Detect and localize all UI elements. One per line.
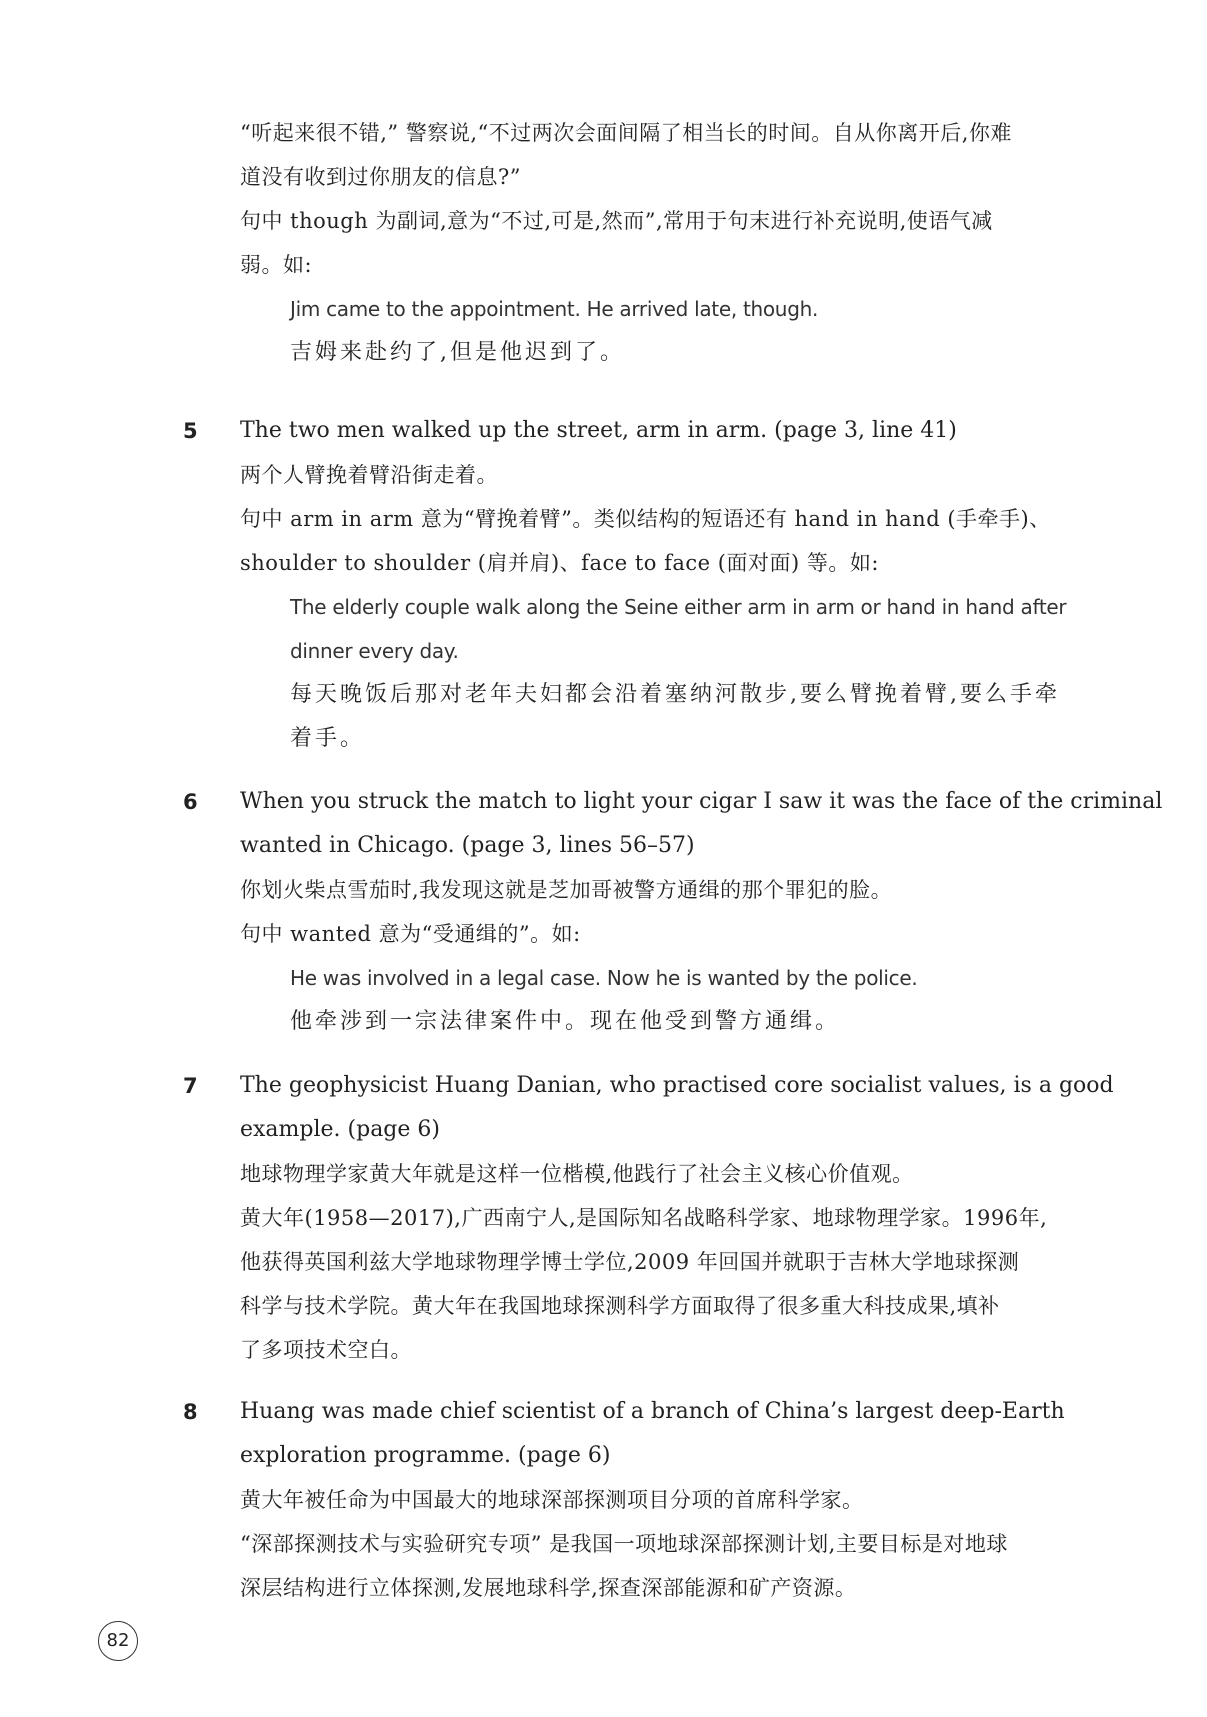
example-english: dinner every day. <box>290 639 459 663</box>
example-chinese: 每天晚饭后那对老年夫妇都会沿着塞纳河散步,要么臂挽着臂,要么手牵 <box>290 682 1060 707</box>
note-item-6 <box>183 780 1163 1044</box>
note-line: 句中 arm in arm 意为“臂挽着臂”。类似结构的短语还有 hand in hand (手牵手)、 <box>240 507 1051 531</box>
sentence-line: The two men walked up the street, arm in arm. (page 3, line 41) <box>240 418 957 443</box>
sentence-line: Huang was made chief scientist of a branch of China’s largest deep-Earth <box>240 1399 1065 1424</box>
translation-line: 两个人臂挽着臂沿街走着。 <box>240 463 498 487</box>
note-line: 深层结构进行立体探测,发展地球科学,探查深部能源和矿产资源。 <box>240 1576 857 1600</box>
note-item-7 <box>183 1064 1114 1372</box>
note-line: 了多项技术空白。 <box>240 1338 412 1362</box>
continued-section <box>240 111 1040 375</box>
quote-line: “听起来很不错,” 警察说,“不过两次会面间隔了相当长的时间。自从你离开后,你难 <box>240 121 1012 145</box>
note-line: 科学与技术学院。黄大年在我国地球探测科学方面取得了很多重大科技成果,填补 <box>240 1294 1000 1318</box>
item-number: 8 <box>183 1400 198 1424</box>
example-english: He was involved in a legal case. Now he is wanted by the police. <box>290 966 918 990</box>
quote-line: 道没有收到过你朋友的信息?” <box>240 165 521 189</box>
page-number: 82 <box>98 1621 138 1661</box>
note-line: 黄大年(1958—2017),广西南宁人,是国际知名战略科学家、地球物理学家。1996年, <box>240 1206 1048 1230</box>
example-block <box>240 287 1040 375</box>
sentence-line: example. (page 6) <box>240 1117 440 1142</box>
note-line: 句中 wanted 意为“受通缉的”。如: <box>240 922 581 946</box>
note-line: 他获得英国利兹大学地球物理学博士学位,2009 年回国并就职于吉林大学地球探测 <box>240 1250 1020 1274</box>
example-block <box>240 585 1067 761</box>
translation-line: 你划火柴点雪茄时,我发现这就是芝加哥被警方通缉的那个罪犯的脸。 <box>240 878 893 902</box>
note-line: “深部探测技术与实验研究专项” 是我国一项地球深部探测计划,主要目标是对地球 <box>240 1532 1008 1556</box>
example-english: Jim came to the appointment. He arrived late, though. <box>290 297 819 321</box>
sentence-line: The geophysicist Huang Danian, who practised core socialist values, is a good <box>240 1073 1114 1098</box>
example-chinese: 吉姆来赴约了,但是他迟到了。 <box>290 340 625 365</box>
sentence-line: When you struck the match to light your cigar I saw it was the face of the criminal <box>240 789 1163 814</box>
note-item-5 <box>183 409 1067 761</box>
example-chinese: 着手。 <box>290 726 366 751</box>
note-line: shoulder to shoulder (肩并肩)、face to face (面对面) 等。如: <box>240 551 879 575</box>
note-item-8 <box>183 1390 1065 1610</box>
translation-line: 地球物理学家黄大年就是这样一位楷模,他践行了社会主义核心价值观。 <box>240 1162 914 1186</box>
note-line: 句中 though 为副词,意为“不过,可是,然而”,常用于句末进行补充说明,使语气减 <box>240 209 993 233</box>
sentence-line: exploration programme. (page 6) <box>240 1443 611 1468</box>
example-chinese: 他牵涉到一宗法律案件中。现在他受到警方通缉。 <box>290 1009 841 1034</box>
item-number: 7 <box>183 1074 198 1098</box>
sentence-line: wanted in Chicago. (page 3, lines 56–57) <box>240 833 695 858</box>
item-number: 5 <box>183 419 198 443</box>
translation-line: 黄大年被任命为中国最大的地球深部探测项目分项的首席科学家。 <box>240 1488 864 1512</box>
note-line: 弱。如: <box>240 253 313 277</box>
example-block <box>240 956 1040 1044</box>
item-number: 6 <box>183 790 198 814</box>
example-english: The elderly couple walk along the Seine either arm in arm or hand in hand after <box>290 595 1067 619</box>
